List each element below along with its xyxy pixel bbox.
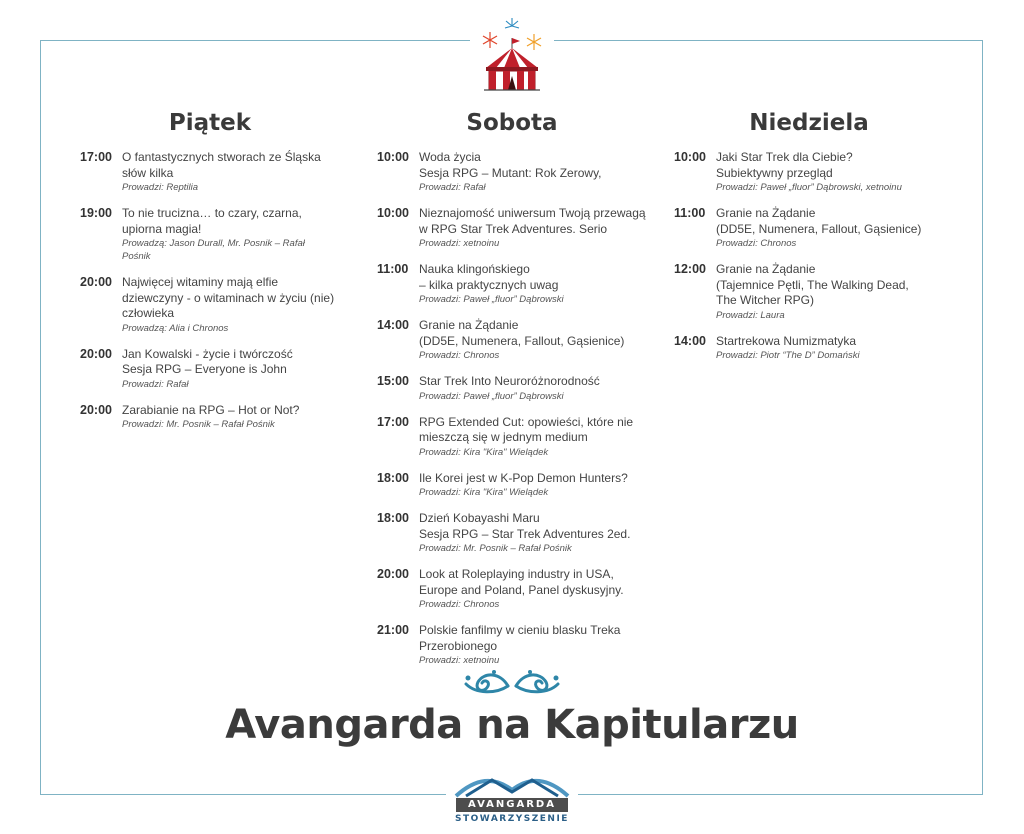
event-host: Prowadzi: Paweł „fluor” Dąbrowski xyxy=(419,390,564,402)
event-body xyxy=(419,318,657,362)
schedule-event xyxy=(80,275,350,335)
schedule-event xyxy=(674,334,954,363)
schedule-event xyxy=(377,623,657,667)
event-title: Ile Korei jest w K-Pop Demon Hunters? xyxy=(419,470,628,485)
schedule-event xyxy=(674,262,954,322)
event-time: 19:00 xyxy=(80,206,112,220)
logo-subtitle: STOWARZYSZENIE xyxy=(455,814,569,824)
circus-tent-with-fireworks-icon xyxy=(470,12,554,96)
event-time: 17:00 xyxy=(80,150,112,164)
day-title: Niedziela xyxy=(749,110,869,136)
event-host: Prowadzi: Paweł „fluor” Dąbrowski, xetnoinu xyxy=(716,182,902,193)
event-time: 20:00 xyxy=(80,346,112,361)
event-time: 21:00 xyxy=(377,623,409,637)
event-time: 18:00 xyxy=(377,511,409,525)
event-body xyxy=(122,150,350,194)
event-time: 20:00 xyxy=(80,402,112,417)
event-body xyxy=(122,347,350,391)
schedule-event xyxy=(377,150,657,194)
avangarda-logo xyxy=(446,770,578,830)
schedule-event xyxy=(377,206,657,250)
event-title: RPG Extended Cut: opowieści, które nie mieszczą się w jednym medium xyxy=(419,414,634,444)
schedule-event xyxy=(377,318,657,362)
swirl-ornament-icon xyxy=(460,664,564,698)
event-host: Prowadzi: xetnoinu xyxy=(419,238,500,249)
main-title: Avangarda na Kapitularzu xyxy=(225,702,799,748)
event-host: Prowadzi: Paweł „fluor” Dąbrowski xyxy=(419,294,564,305)
event-host: Prowadzi: Kira "Kira" Wielądek xyxy=(419,487,549,498)
event-title: Jaki Star Trek dla Ciebie? Subiektywny przegląd xyxy=(716,150,853,180)
schedule-event xyxy=(80,403,350,432)
schedule-event xyxy=(377,567,657,611)
schedule-event xyxy=(80,150,350,194)
event-title: Granie na Żądanie (DD5E, Numenera, Fallout, Gąsienice) xyxy=(419,318,625,348)
event-time: 20:00 xyxy=(80,275,112,289)
event-host: Prowadzi: Rafał xyxy=(122,378,189,390)
event-title: Startrekowa Numizmatyka xyxy=(716,333,857,348)
event-time: 11:00 xyxy=(377,262,409,276)
event-host: Prowadzi: Rafał xyxy=(419,182,486,193)
event-time: 10:00 xyxy=(674,150,706,164)
event-body xyxy=(716,334,954,363)
event-time: 12:00 xyxy=(674,262,706,276)
logo-word: AVANGARDA xyxy=(468,799,556,810)
event-title: Nauka klingońskiego – kilka praktycznych uwag xyxy=(419,262,559,292)
day-column-sunday xyxy=(674,110,954,374)
event-title: To nie trucizna… to czary, czarna, upiorna magia! xyxy=(122,206,302,236)
event-title: Dzień Kobayashi Maru Sesja RPG – Star Trek Adventures 2ed. xyxy=(419,511,631,541)
schedule-event xyxy=(674,150,954,194)
event-body xyxy=(122,275,350,335)
event-host: Prowadzi: Piotr “The D” Domański xyxy=(716,350,860,361)
event-body xyxy=(419,262,657,306)
event-title: Nieznajomość uniwersum Twoją przewagą w RPG Star Trek Adventures. Serio xyxy=(419,206,646,236)
event-body xyxy=(716,206,954,250)
event-host: Prowadzi: Chronos xyxy=(716,238,797,249)
event-title: Star Trek Into Neuroróżnorodność xyxy=(419,374,600,388)
event-host: Prowadzi: Mr. Posnik – Rafał Pośnik xyxy=(419,543,572,554)
event-body xyxy=(419,206,657,250)
event-host: Prowadzą: Alia i Chronos xyxy=(122,322,229,334)
day-column-friday xyxy=(80,110,350,443)
event-time: 10:00 xyxy=(377,206,409,220)
event-host: Prowadzi: Kira "Kira" Wielądek xyxy=(419,446,549,458)
schedule-event xyxy=(80,347,350,391)
event-time: 11:00 xyxy=(674,206,706,220)
event-host: Prowadzi: Chronos xyxy=(419,599,500,610)
event-title: Zarabianie na RPG – Hot or Not? xyxy=(122,402,300,417)
event-body xyxy=(122,206,350,263)
event-time: 14:00 xyxy=(377,318,409,332)
schedule-event xyxy=(377,511,657,555)
event-title: Look at Roleplaying industry in USA, Europe and Poland, Panel dyskusyjny. xyxy=(419,567,624,597)
event-time: 18:00 xyxy=(377,470,409,485)
event-time: 14:00 xyxy=(674,333,706,348)
event-body xyxy=(419,471,657,500)
event-host: Prowadzą: Jason Durall, Mr. Posnik – Rafał Pośnik xyxy=(122,238,305,262)
schedule-event xyxy=(377,374,657,403)
event-title: Polskie fanfilmy w cieniu blasku Treka Przerobionego xyxy=(419,623,621,653)
event-host: Prowadzi: Mr. Posnik – Rafał Pośnik xyxy=(122,419,275,430)
event-body xyxy=(419,511,657,555)
event-title: Granie na Żądanie (Tajemnice Pętli, The Walking Dead, The Witcher RPG) xyxy=(716,262,909,307)
schedule-event xyxy=(377,415,657,459)
event-body xyxy=(716,262,954,322)
event-time: 17:00 xyxy=(377,414,409,429)
event-body xyxy=(716,150,954,194)
event-title: Granie na Żądanie (DD5E, Numenera, Fallout, Gąsienice) xyxy=(716,206,922,236)
event-body xyxy=(419,623,657,667)
event-title: Najwięcej witaminy mają elfie dziewczyny - o witaminach w życiu (nie) człowieka xyxy=(122,275,335,320)
event-host: Prowadzi: Laura xyxy=(716,309,785,321)
event-host: Prowadzi: Reptilia xyxy=(122,182,199,193)
schedule-event xyxy=(80,206,350,263)
schedule-event xyxy=(377,262,657,306)
schedule-event xyxy=(674,206,954,250)
day-title: Sobota xyxy=(466,110,558,136)
event-body xyxy=(419,415,657,459)
day-title: Piątek xyxy=(168,110,252,136)
event-body xyxy=(419,374,657,403)
event-time: 10:00 xyxy=(377,150,409,164)
event-host: Prowadzi: Chronos xyxy=(419,350,500,361)
event-body xyxy=(419,150,657,194)
event-title: O fantastycznych stworach ze Śląska słów kilka xyxy=(122,150,321,180)
schedule-event xyxy=(377,471,657,500)
event-body xyxy=(419,567,657,611)
event-time: 20:00 xyxy=(377,567,409,581)
day-column-saturday xyxy=(377,110,657,679)
event-time: 15:00 xyxy=(377,374,409,388)
event-body xyxy=(122,403,350,432)
event-title: Jan Kowalski - życie i twórczość Sesja RPG – Everyone is John xyxy=(122,346,293,376)
event-host: Prowadzi: xetnoinu xyxy=(419,655,500,666)
event-title: Woda życia Sesja RPG – Mutant: Rok Zerowy, xyxy=(419,150,602,180)
